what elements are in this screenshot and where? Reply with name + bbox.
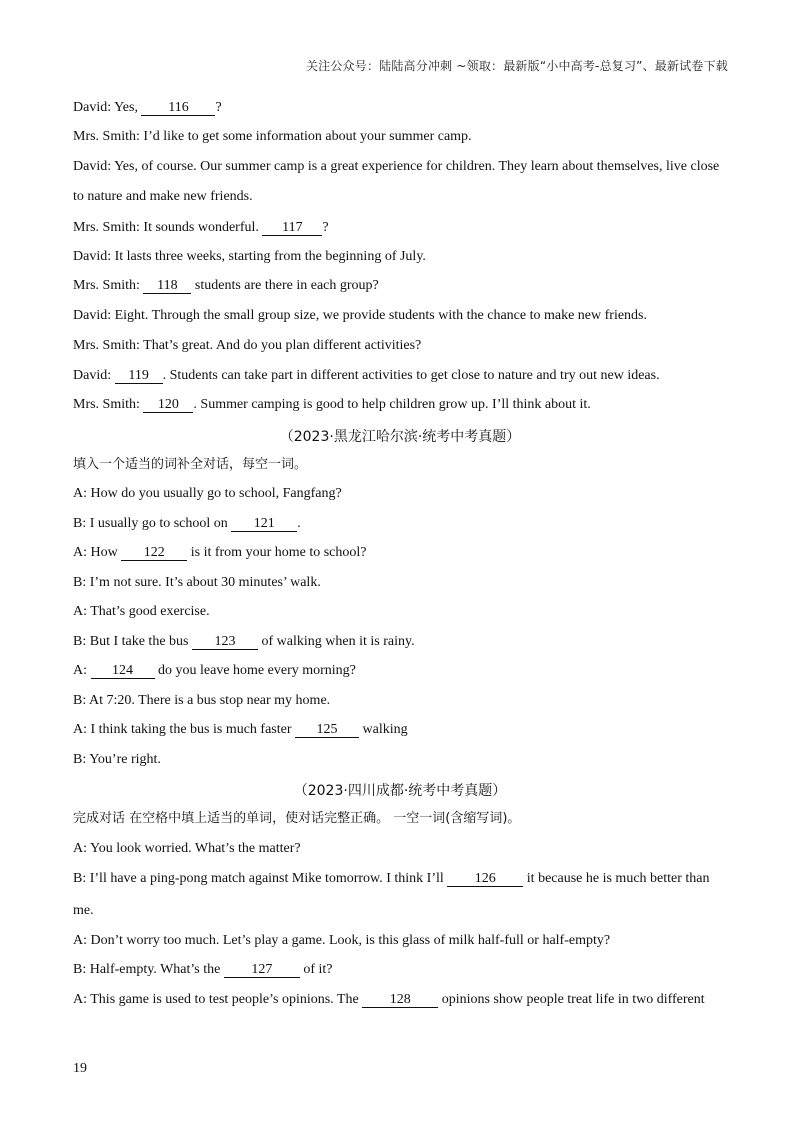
instruction: 填入一个适当的词补全对话，每空一词。: [73, 457, 308, 472]
blank-126[interactable]: 126: [447, 871, 523, 887]
blank-116[interactable]: 116: [141, 100, 215, 116]
blank-118[interactable]: 118: [143, 278, 191, 294]
dialogue-line-117: Mrs. Smith: It sounds wonderful. 117 ?: [73, 220, 329, 235]
blank-119[interactable]: 119: [115, 368, 163, 384]
dialogue-line: David: It lasts three weeks, starting from the beginning of July.: [73, 249, 426, 264]
source-label: （2023·四川成都·统考中考真题）: [293, 783, 507, 799]
page-header: 关注公众号：陆陆高分冲刺 ~领取：最新版“小中高考-总复习”、最新试卷下载: [305, 59, 728, 73]
blank-127[interactable]: 127: [224, 962, 300, 978]
dialogue-line-120: Mrs. Smith: 120 . Summer camping is good to help children grow up. I’ll think about it.: [73, 397, 591, 412]
dialogue-line: A: Don’t worry too much. Let’s play a game. Look, is this glass of milk half-full or half-empty?: [73, 933, 611, 948]
dialogue-line-124: A: 124 do you leave home every morning?: [73, 663, 356, 678]
dialogue-line: to nature and make new friends.: [73, 189, 253, 204]
page-number: 19: [73, 1061, 87, 1076]
blank-128[interactable]: 128: [362, 992, 438, 1008]
blank-117[interactable]: 117: [262, 220, 322, 236]
blank-122[interactable]: 122: [121, 545, 187, 561]
dialogue-line-118: Mrs. Smith: 118 students are there in each group?: [73, 278, 379, 293]
dialogue-line-121: B: I usually go to school on 121 .: [73, 516, 301, 531]
dialogue-line-122: A: How 122 is it from your home to school?: [73, 545, 367, 560]
dialogue-line: B: I’m not sure. It’s about 30 minutes’ walk.: [73, 575, 321, 590]
dialogue-line-123: B: But I take the bus 123 of walking when it is rainy.: [73, 634, 415, 649]
blank-125[interactable]: 125: [295, 722, 359, 738]
dialogue-line: B: You’re right.: [73, 752, 161, 767]
blank-124[interactable]: 124: [91, 663, 155, 679]
dialogue-line: David: Yes, of course. Our summer camp is a great experience for children. They learn about themselves, live close: [73, 159, 720, 174]
dialogue-line-126: B: I’ll have a ping-pong match against Mike tomorrow. I think I’ll 126 it because he is much better than: [73, 871, 710, 886]
dialogue-line-119: David: 119 . Students can take part in different activities to get close to nature and try out new ideas.: [73, 368, 660, 383]
blank-120[interactable]: 120: [143, 397, 193, 413]
dialogue-line: B: At 7:20. There is a bus stop near my home.: [73, 693, 331, 708]
dialogue-line-128: A: This game is used to test people’s opinions. The 128 opinions show people treat life in two different: [73, 992, 705, 1007]
dialogue-line-116: David: Yes, 116 ?: [73, 100, 222, 115]
dialogue-line: David: Eight. Through the small group size, we provide students with the chance to make new friends.: [73, 308, 647, 323]
blank-121[interactable]: 121: [231, 516, 297, 532]
dialogue-line: Mrs. Smith: That’s great. And do you plan different activities?: [73, 338, 422, 353]
source-label: （2023·黑龙江哈尔滨·统考中考真题）: [279, 429, 521, 445]
dialogue-line: A: That’s good exercise.: [73, 604, 210, 619]
blank-123[interactable]: 123: [192, 634, 258, 650]
dialogue-line-125: A: I think taking the bus is much faster 125 walking: [73, 722, 408, 737]
dialogue-line: me.: [73, 903, 94, 918]
dialogue-line: A: You look worried. What’s the matter?: [73, 841, 301, 856]
dialogue-line-127: B: Half-empty. What’s the 127 of it?: [73, 962, 333, 977]
dialogue-line: A: How do you usually go to school, Fangfang?: [73, 486, 342, 501]
dialogue-line: Mrs. Smith: I’d like to get some information about your summer camp.: [73, 129, 472, 144]
instruction: 完成对话 在空格中填上适当的单词，使对话完整正确。 一空一词(含缩写词)。: [73, 811, 521, 826]
